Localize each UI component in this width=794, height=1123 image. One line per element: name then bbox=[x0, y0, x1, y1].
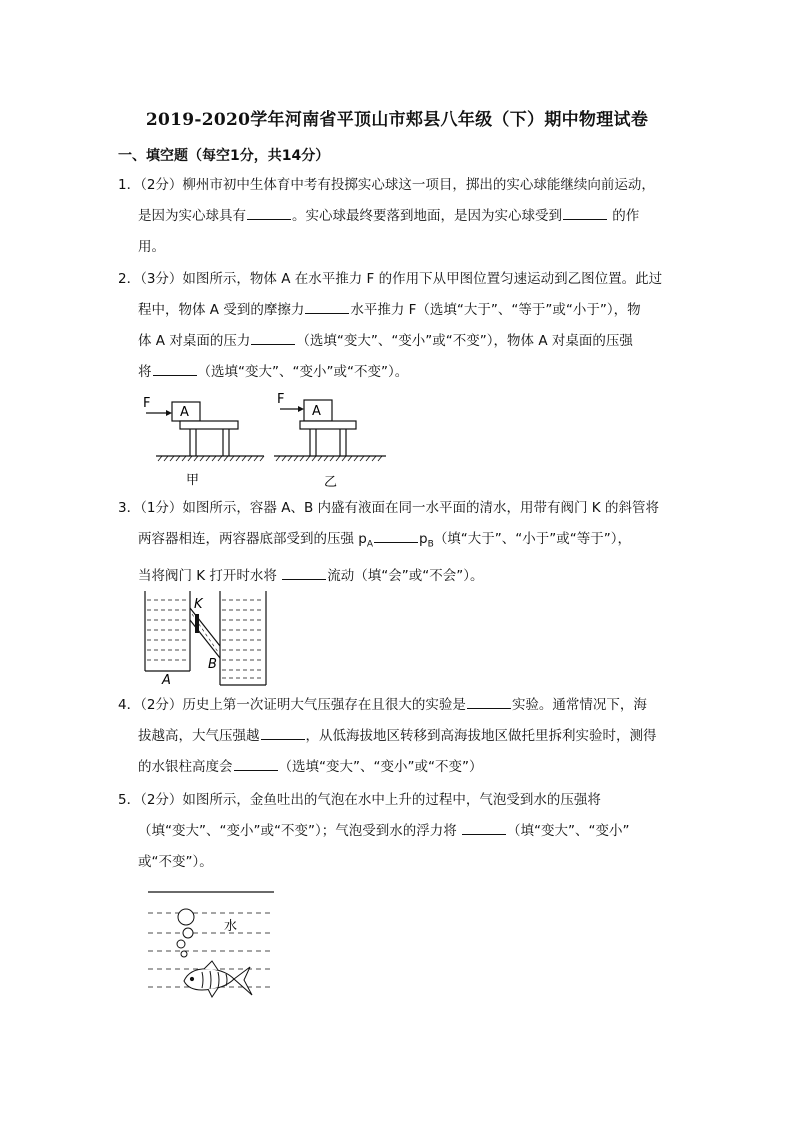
question-1 bbox=[118, 170, 678, 263]
answer-blank[interactable] bbox=[247, 205, 291, 220]
answer-blank[interactable] bbox=[153, 361, 197, 376]
page-title: 2019-2020学年河南省平顶山市郏县八年级（下）期中物理试卷 bbox=[145, 110, 649, 130]
question-5 bbox=[118, 785, 678, 878]
answer-blank[interactable] bbox=[462, 820, 506, 835]
label-b: B bbox=[208, 657, 217, 672]
force-label: F bbox=[143, 396, 151, 411]
connected-containers-figure bbox=[140, 588, 272, 688]
figure-yi bbox=[274, 392, 386, 490]
q1-line-1: 1．（2分）柳州市初中生体育中考有投掷实心球这一项目，掷出的实心球能继续向前运动， bbox=[118, 177, 655, 193]
goldfish-bubble-figure bbox=[146, 883, 280, 1005]
table-top bbox=[300, 421, 356, 429]
slanted-tube bbox=[190, 608, 220, 658]
q5-line-3: 或“不变”）。 bbox=[138, 854, 213, 870]
answer-blank[interactable] bbox=[467, 694, 511, 709]
answer-blank[interactable] bbox=[234, 756, 278, 771]
q1-line-3: 用。 bbox=[138, 239, 165, 255]
figure-jia bbox=[143, 396, 264, 488]
q2-line-3: 体 A 对桌面的压力 （选填“变大”、“变小”或“不变”），物体 A 对桌面的压强 bbox=[118, 326, 678, 357]
answer-blank[interactable] bbox=[563, 205, 607, 220]
question-2 bbox=[118, 264, 678, 388]
figure-label-yi: 乙 bbox=[324, 475, 338, 490]
block-label: A bbox=[180, 405, 189, 420]
answer-blank[interactable] bbox=[261, 725, 305, 740]
question-4 bbox=[118, 690, 678, 783]
label-k: K bbox=[194, 597, 203, 612]
answer-blank[interactable] bbox=[305, 299, 349, 314]
water-label: 水 bbox=[224, 919, 238, 934]
q3-line-1: 3．（1分）如图所示，容器 A、B 内盛有液面在同一水平面的清水，用带有阀门 K 的斜管将 bbox=[118, 500, 659, 516]
container-a bbox=[145, 591, 190, 688]
q1-line-2: 是因为实心球具有 。实心球最终要落到地面，是因为实心球受到 的作 bbox=[118, 201, 678, 232]
q2-line-4: 将 （选填“变大”、“变小”或“不变”）。 bbox=[118, 357, 678, 388]
q4-line-3: 的水银柱高度会 （选填“变大”、“变小”或“不变”） bbox=[118, 752, 678, 783]
force-label: F bbox=[277, 392, 285, 407]
answer-blank[interactable] bbox=[374, 528, 418, 543]
question-3 bbox=[118, 493, 678, 592]
q5-line-1: 5．（2分）如图所示，金鱼吐出的气泡在水中上升的过程中，气泡受到水的压强将 bbox=[118, 792, 601, 808]
container-b bbox=[208, 591, 266, 685]
valve-k bbox=[195, 614, 199, 633]
q2-line-1: 2．（3分）如图所示，物体 A 在水平推力 F 的作用下从甲图位置匀速运动到乙图位置。此过 bbox=[118, 271, 663, 287]
answer-blank[interactable] bbox=[251, 330, 295, 345]
answer-blank[interactable] bbox=[282, 565, 326, 580]
table-top bbox=[180, 421, 238, 429]
q4-line-1: 4．（2分）历史上第一次证明大气压强存在且很大的实验是 实验。通常情况下，海 bbox=[118, 690, 678, 721]
label-a: A bbox=[162, 673, 171, 688]
figure-label-jia: 甲 bbox=[186, 473, 200, 488]
q3-line-2: 两容器相连，两容器底部受到的压强 $p_A$ $p_B$（填“大于”、“小于”或“等于”）， bbox=[118, 524, 678, 561]
q2-line-2: 程中，物体 A 受到的摩擦力 水平推力 F（选填“大于”、“等于”或“小于”），物 bbox=[118, 295, 678, 326]
goldfish-icon bbox=[184, 961, 252, 997]
q4-line-2: 拔越高，大气压强越 ，从低海拔地区转移到高海拔地区做托里拆利实验时，测得 bbox=[118, 721, 678, 752]
q5-line-2: （填“变大”、“变小”或“不变”）；气泡受到水的浮力将 （填“变大”、“变小” bbox=[118, 816, 678, 847]
block-label: A bbox=[312, 404, 321, 419]
q3-line-3: 当将阀门 K 打开时水将 流动（填“会”或“不会”）。 bbox=[118, 561, 678, 592]
section-heading: 一、填空题（每空1分，共14分） bbox=[118, 148, 330, 164]
table-push-figure bbox=[140, 392, 400, 492]
